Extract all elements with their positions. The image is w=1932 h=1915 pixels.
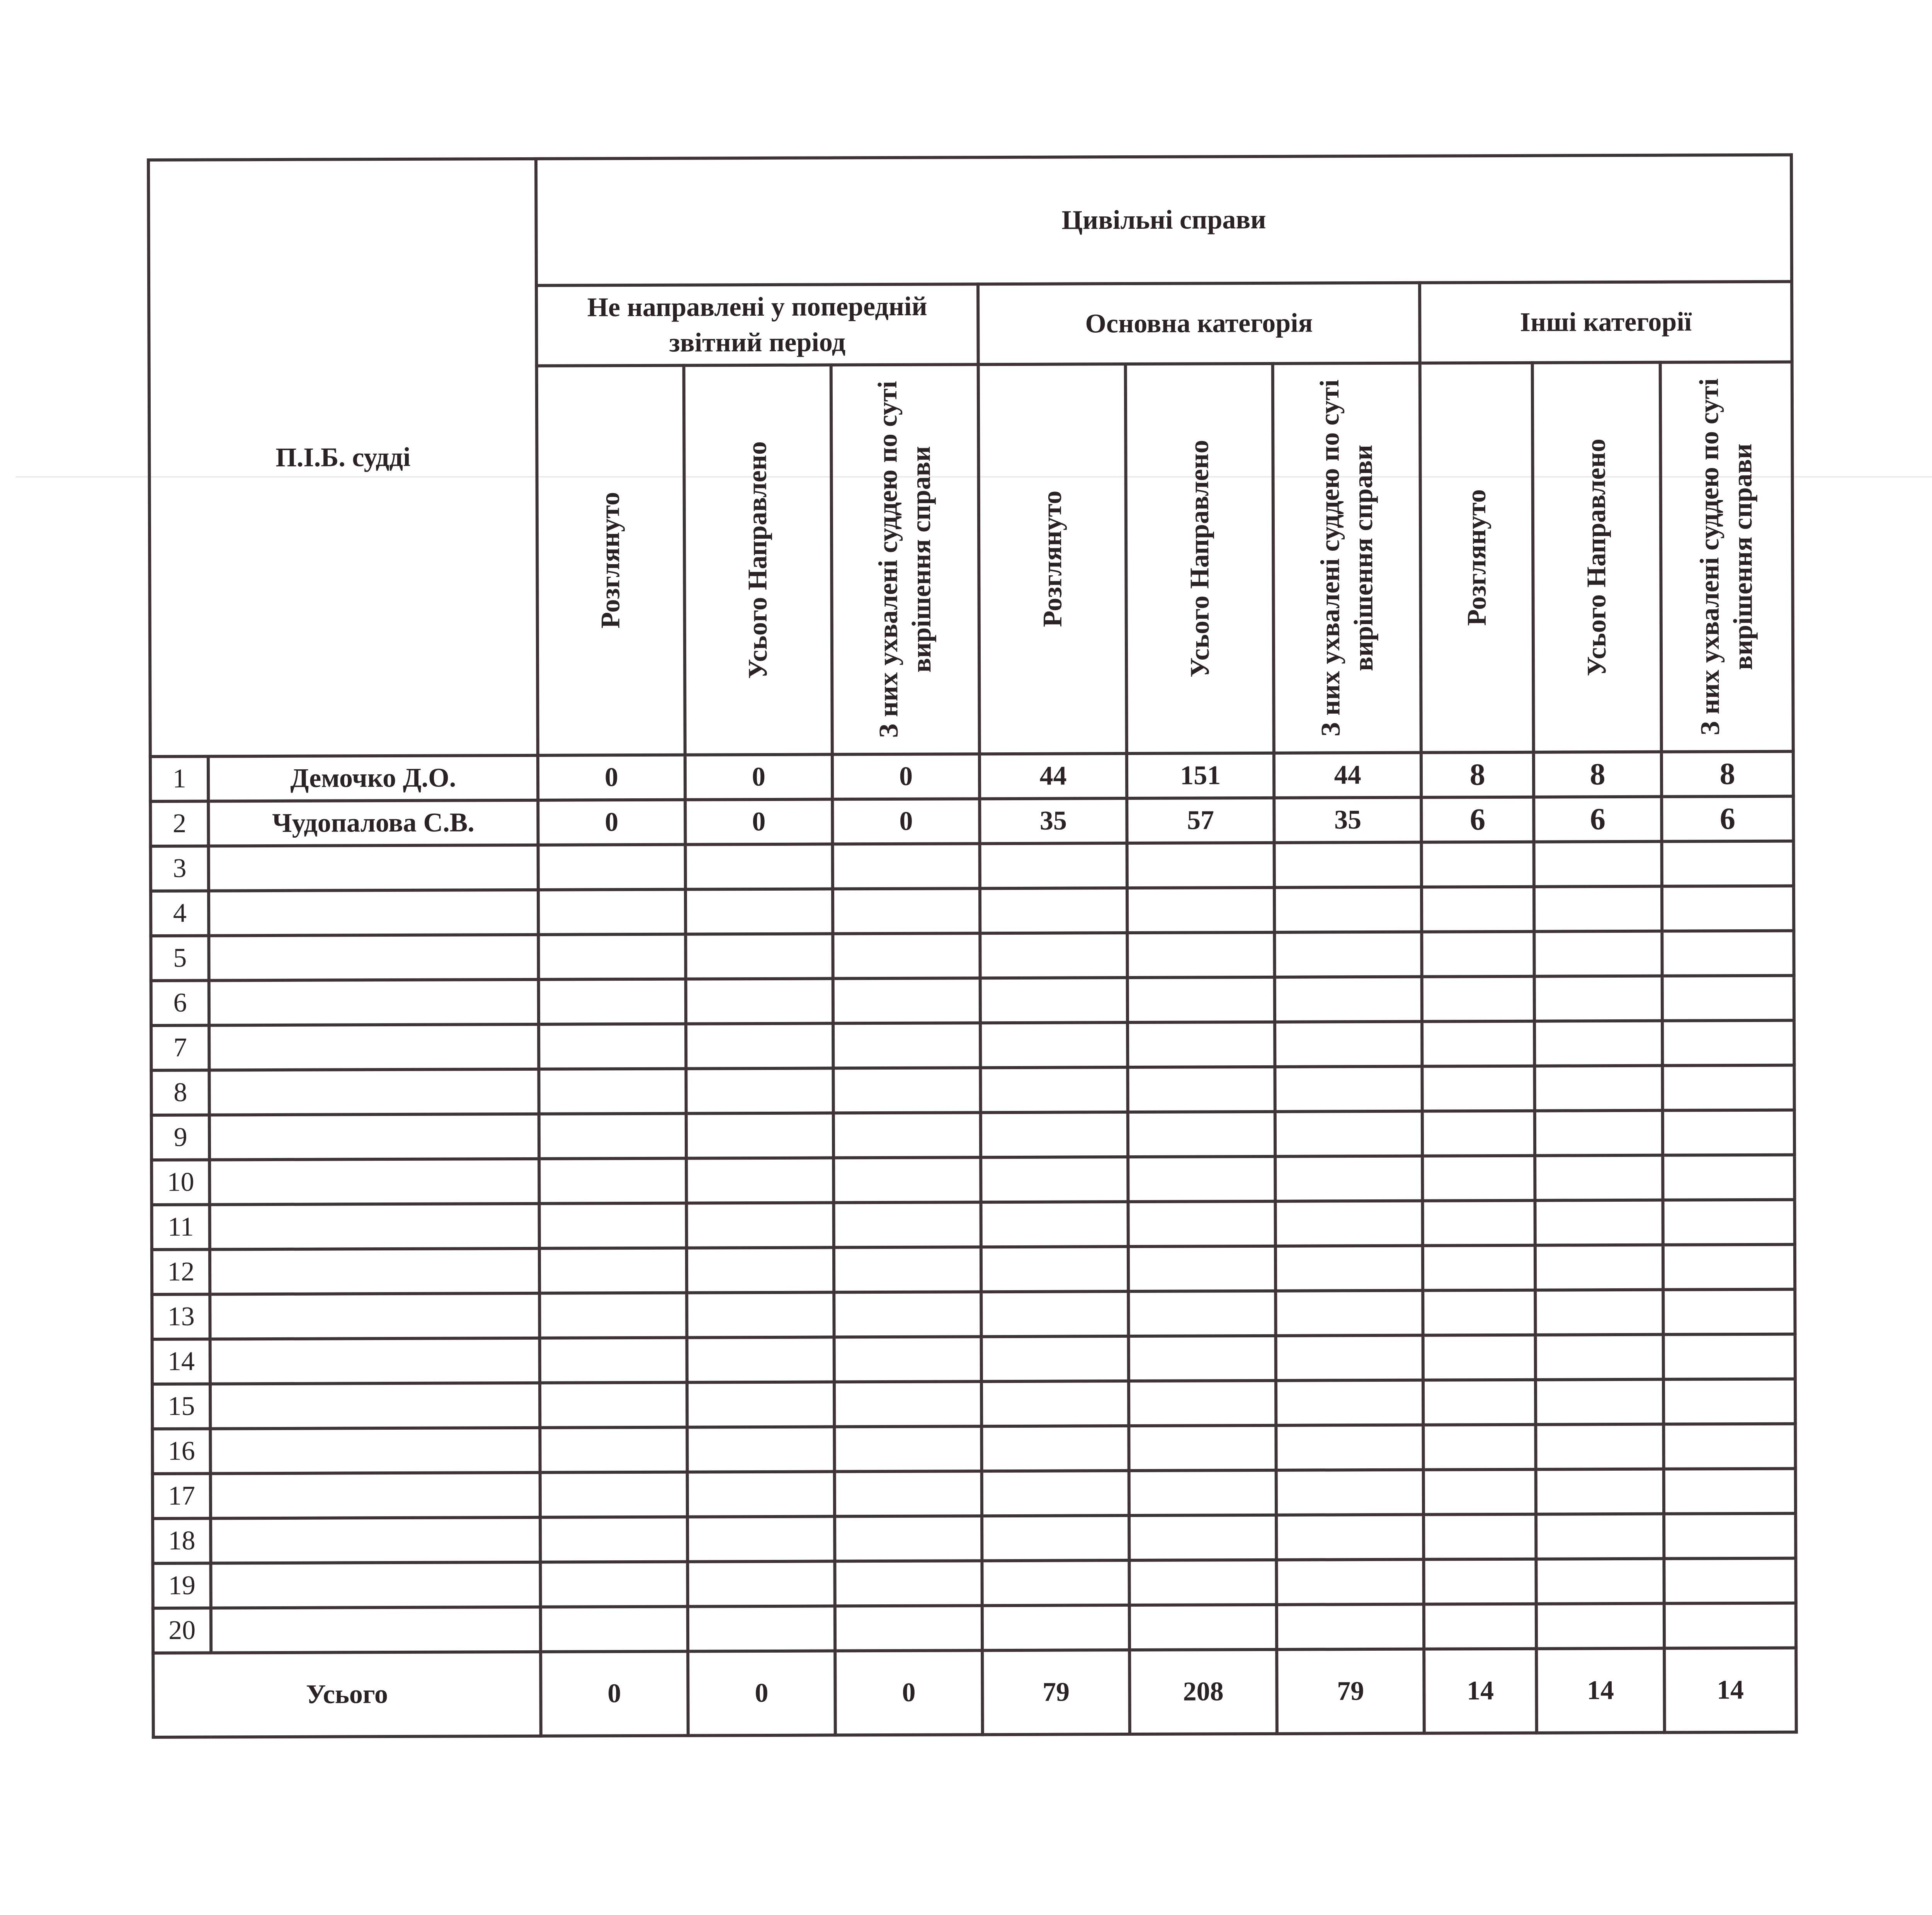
total-value-cell: 14 [1536,1648,1665,1733]
column-subheader [684,365,832,755]
value-cell [1276,1291,1423,1336]
value-cell [1128,977,1275,1022]
row-number: 1 [150,757,209,801]
value-cell [1663,1245,1795,1290]
value-cell [539,1203,686,1248]
value-cell [1535,1290,1663,1335]
judge-name-cell: Чудопалова С.В. [209,800,538,846]
judge-name-cell: Демочко Д.О. [208,755,538,801]
value-cell [1277,1560,1424,1605]
value-cell [834,1292,981,1337]
value-cell [1129,1470,1276,1515]
value-cell [1535,1245,1663,1290]
table-row [151,886,1794,936]
value-cell [685,889,833,934]
total-value-cell: 14 [1664,1648,1796,1733]
value-cell: 57 [1127,798,1274,843]
total-value-cell: 0 [541,1651,688,1736]
value-cell [1275,977,1422,1022]
value-cell [834,1426,981,1471]
value-cell [833,1023,980,1068]
table-row [152,1424,1795,1474]
judge-name-cell [209,890,538,936]
row-number: 19 [153,1563,211,1608]
value-cell [1422,932,1534,977]
value-cell [834,1337,981,1382]
column-subheader [1273,363,1421,753]
value-cell [1129,1425,1276,1471]
value-cell [687,1561,835,1606]
column-subheader-label: З них ухвалені суддею по суті вирішення справи [1315,379,1379,737]
value-cell [1276,1246,1423,1291]
value-cell: 8 [1421,752,1534,798]
value-cell [540,1383,687,1428]
total-value-cell: 0 [688,1651,835,1735]
table-row [151,976,1794,1026]
value-cell [1422,842,1534,887]
table-row [152,1200,1795,1250]
judge-name-cell [209,935,539,981]
value-cell [981,1381,1129,1426]
column-subheader [1126,364,1274,753]
value-cell [539,979,686,1024]
value-cell [540,1517,687,1562]
column-subheader-label: Усього Направлено [1581,438,1612,676]
value-cell [1276,1515,1423,1560]
value-cell [685,934,833,979]
value-cell: 44 [980,753,1127,799]
value-cell [1423,1380,1536,1425]
value-cell [982,1560,1129,1605]
table-row [150,752,1793,801]
table-row [153,1603,1796,1653]
value-cell [687,1516,835,1561]
totals-row [153,1648,1796,1737]
group-header-main-category: Основна категорія [978,283,1420,365]
value-cell [1128,1112,1275,1157]
value-cell [835,1471,982,1516]
judge-name-cell [209,845,538,891]
value-cell [540,1562,687,1607]
column-subheader-label: Розглянуто [1037,490,1068,628]
value-cell [686,978,833,1024]
value-cell [1536,1559,1664,1604]
value-cell [1662,976,1794,1021]
value-cell [833,978,980,1023]
row-number: 20 [153,1608,211,1653]
value-cell [538,845,685,890]
value-cell [1129,1336,1276,1381]
value-cell [1129,1605,1277,1650]
value-cell [1663,1289,1795,1335]
value-cell [982,1605,1129,1650]
row-number: 7 [151,1026,209,1070]
table-row [151,1020,1794,1070]
value-cell [1127,932,1274,978]
total-value-cell: 0 [835,1650,983,1735]
value-cell [1422,1111,1535,1156]
value-cell: 0 [685,799,832,844]
value-cell [1663,1424,1795,1469]
value-cell [1662,1065,1794,1111]
table-row [151,1065,1794,1115]
value-cell: 6 [1534,797,1662,842]
value-cell [1129,1560,1276,1605]
value-cell [1275,1156,1422,1201]
table-row [151,841,1794,891]
row-number: 2 [150,801,209,846]
column-subheader [1660,362,1793,752]
value-cell [833,933,980,978]
value-cell [833,1202,981,1247]
value-cell [1534,1021,1662,1066]
value-cell [981,1426,1129,1471]
judge-name-cell [210,1159,539,1205]
value-cell [1424,1559,1536,1604]
value-cell [1662,931,1794,976]
value-cell [539,1158,686,1204]
judge-name-cell [211,1473,540,1519]
value-cell: 0 [538,800,685,845]
value-cell [1534,931,1662,976]
value-cell [980,978,1128,1023]
table-row [151,1155,1794,1205]
value-cell [1536,1514,1664,1559]
value-cell [835,1516,982,1561]
judge-name-cell [209,980,539,1026]
value-cell [833,888,980,934]
value-cell [1276,1380,1423,1425]
value-cell [1422,1156,1535,1201]
value-cell: 44 [1274,753,1421,798]
value-cell [1276,1425,1423,1470]
group-header-other-categories: Інші категорії [1420,282,1792,363]
value-cell: 0 [538,755,685,800]
value-cell [980,933,1127,978]
value-cell [1423,1514,1536,1560]
row-number: 12 [152,1250,210,1294]
value-cell [980,843,1127,888]
judge-name-cell [209,1114,539,1160]
column-subheader [1420,363,1534,753]
column-subheader-label: Розглянуто [595,492,626,629]
row-number: 5 [151,936,209,981]
value-cell [981,1112,1128,1157]
value-cell [1664,1558,1796,1604]
value-cell [833,1112,981,1158]
civil-cases-header: Цивільні справи [536,155,1792,286]
value-cell [1128,1156,1275,1202]
table-row [151,931,1794,981]
value-cell [1127,888,1274,933]
value-cell [540,1427,687,1473]
column-subheader [537,366,685,755]
value-cell [539,1293,687,1338]
value-cell [1274,842,1422,888]
value-cell [1536,1469,1664,1514]
value-cell: 8 [1534,752,1662,797]
value-cell [1536,1424,1663,1469]
value-cell [1534,1066,1662,1111]
value-cell [981,1291,1128,1337]
value-cell [1534,842,1662,887]
value-cell [687,1292,834,1337]
value-cell [687,1247,834,1293]
value-cell [687,1337,834,1382]
row-number: 15 [152,1384,211,1429]
value-cell: 0 [832,799,980,844]
value-cell [538,934,685,980]
value-cell [1662,841,1794,886]
value-cell [1423,1335,1536,1380]
value-cell [539,1338,687,1383]
civil-cases-report-table [147,153,1798,1739]
value-cell [687,1427,834,1472]
row-number: 17 [153,1473,211,1518]
column-subheader-label: З них ухвалені суддею по суті вирішення справи [1694,378,1759,736]
value-cell [1422,1066,1535,1111]
value-cell [1663,1200,1794,1245]
column-subheader [1532,362,1662,752]
table-row [152,1245,1795,1294]
table-row [152,1289,1795,1339]
value-cell [687,1471,835,1517]
row-number: 13 [152,1294,210,1339]
value-cell [980,1022,1128,1068]
table-row [150,796,1793,846]
value-cell [980,888,1127,933]
value-cell [1276,1201,1423,1246]
value-cell [1535,1200,1663,1245]
column-subheader [831,364,980,754]
value-cell [1423,1245,1535,1291]
value-cell [538,889,685,935]
value-cell [1664,1514,1796,1559]
value-cell [686,1023,833,1068]
judge-name-cell [210,1204,539,1250]
value-cell [1275,1022,1422,1067]
value-cell [1129,1381,1276,1426]
value-cell [981,1202,1128,1247]
judge-name-cell [211,1562,541,1608]
value-cell: 35 [980,798,1127,844]
column-subheader-label: Усього Направлено [742,441,773,679]
value-cell [1276,1470,1423,1515]
value-cell [1663,1334,1795,1379]
value-cell [1534,886,1662,932]
row-number: 8 [151,1070,209,1115]
value-cell [1276,1335,1423,1381]
row-number: 6 [151,981,209,1026]
value-cell: 151 [1127,753,1274,798]
value-cell [539,1069,686,1114]
column-subheader-label: Усього Направлено [1184,439,1215,677]
value-cell [1662,1020,1794,1066]
value-cell [1275,1111,1422,1156]
column-subheader [978,364,1127,754]
value-cell: 6 [1421,797,1534,842]
judge-name-header: П.І.Б. судді [148,159,538,757]
value-cell [1662,886,1794,931]
table-row [152,1379,1795,1429]
value-cell: 0 [832,754,980,799]
judge-name-cell [211,1517,540,1563]
value-cell: 0 [685,754,832,799]
row-number: 4 [151,891,209,936]
judge-name-cell [209,1024,539,1070]
value-cell [539,1114,686,1159]
value-cell [686,1202,833,1248]
value-cell [1423,1290,1535,1335]
value-cell [834,1247,981,1292]
value-cell [1277,1604,1424,1650]
value-cell [1422,976,1534,1022]
value-cell [1423,1201,1535,1246]
judge-name-cell [210,1383,540,1429]
value-cell [981,1336,1129,1381]
total-value-cell: 79 [982,1650,1130,1735]
value-cell [1275,1066,1422,1112]
row-number: 16 [152,1429,211,1473]
value-cell [833,844,980,889]
value-cell [1663,1110,1794,1155]
value-cell [1129,1515,1276,1560]
judge-name-cell [210,1338,540,1384]
value-cell: 6 [1662,796,1793,842]
value-cell [540,1472,687,1517]
table-row [153,1558,1796,1608]
value-cell [1536,1335,1663,1380]
value-cell: 35 [1274,798,1421,843]
table-row [151,1110,1794,1160]
value-cell [1274,932,1422,977]
value-cell [1424,1604,1536,1649]
total-value-cell: 79 [1277,1649,1424,1734]
value-cell [1423,1469,1536,1515]
judge-name-cell [210,1248,539,1294]
value-cell [1128,1022,1275,1067]
column-subheader-label: Розглянуто [1461,489,1492,626]
value-cell [1534,976,1662,1021]
value-cell [980,1067,1128,1112]
row-number: 11 [152,1205,210,1250]
column-subheader-label: З них ухвалені суддею по суті вирішення справи [873,381,937,738]
value-cell [1128,1201,1276,1247]
value-cell [1664,1469,1796,1514]
total-value-cell: 14 [1424,1649,1536,1733]
judge-name-cell [211,1607,541,1653]
totals-label: Усього [153,1652,541,1737]
value-cell [686,1113,833,1158]
value-cell [1128,1291,1276,1336]
total-value-cell: 208 [1129,1650,1277,1734]
value-cell [1535,1111,1663,1156]
group-header-not-sent: Не направлені у попередній звітний період [536,284,978,366]
row-number: 3 [151,846,209,891]
value-cell [1423,1425,1536,1470]
value-cell [539,1024,686,1069]
value-cell [686,1068,833,1113]
value-cell [539,1248,687,1293]
value-cell [1128,1067,1275,1112]
table-row [153,1469,1796,1519]
value-cell [834,1381,981,1427]
value-cell [1536,1379,1663,1425]
value-cell [1128,1246,1276,1291]
value-cell [1536,1604,1664,1649]
judge-name-cell [209,1069,539,1115]
value-cell [1422,887,1534,932]
value-cell [982,1515,1129,1561]
value-cell: 8 [1662,752,1793,797]
value-cell [833,1157,981,1202]
value-cell [981,1247,1128,1292]
row-number: 10 [151,1160,210,1205]
value-cell [688,1606,835,1651]
value-cell [1664,1603,1796,1648]
value-cell [1663,1379,1795,1424]
value-cell [835,1605,982,1651]
value-cell [1535,1155,1663,1201]
value-cell [1663,1155,1794,1200]
value-cell [982,1471,1129,1516]
value-cell [686,1158,833,1203]
value-cell [1127,843,1274,888]
judge-name-cell [211,1428,540,1474]
row-number: 18 [153,1518,211,1563]
table-row [153,1514,1796,1563]
judge-name-cell [210,1293,540,1339]
table-row [152,1334,1795,1384]
value-cell [835,1561,982,1606]
value-cell [1274,887,1422,932]
value-cell [981,1157,1128,1202]
value-cell [1422,1021,1534,1066]
value-cell [833,1068,980,1113]
value-cell [541,1607,688,1652]
value-cell [685,844,832,889]
row-number: 9 [151,1115,210,1160]
value-cell [687,1382,834,1427]
row-number: 14 [152,1339,211,1384]
